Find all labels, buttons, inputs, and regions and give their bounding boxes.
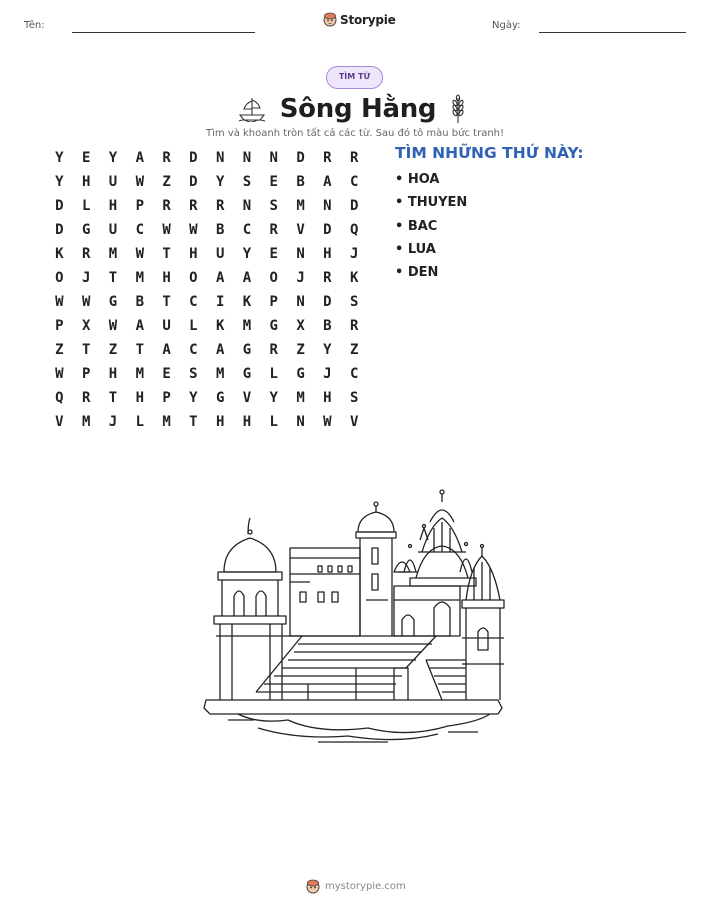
grid-letter[interactable]: Y — [323, 342, 332, 358]
grid-letter[interactable]: Y — [108, 150, 118, 166]
word-item: • LUA — [395, 241, 436, 257]
grid-letter[interactable]: L — [135, 414, 144, 430]
grid-letter[interactable]: Z — [296, 342, 305, 358]
grid-letter[interactable]: H — [162, 270, 171, 286]
grid-letter[interactable]: A — [162, 342, 171, 358]
grid-letter[interactable]: M — [215, 366, 225, 382]
grid-letter[interactable]: D — [189, 174, 198, 190]
grid-letter[interactable]: L — [269, 414, 278, 430]
grid-letter[interactable]: N — [296, 414, 305, 430]
grid-letter[interactable]: G — [81, 222, 91, 238]
grid-letter[interactable]: G — [242, 366, 252, 382]
grid-letter[interactable]: H — [323, 246, 332, 262]
grid-letter[interactable]: K — [55, 246, 64, 262]
title-row — [236, 92, 468, 126]
letter-grid — [46, 146, 368, 434]
grid-letter[interactable]: T — [108, 390, 118, 406]
grid-letter[interactable]: D — [323, 294, 332, 310]
grid-letter[interactable]: B — [215, 222, 225, 238]
grid-letter[interactable]: A — [215, 270, 225, 286]
grid-letter[interactable]: J — [323, 366, 332, 382]
grid-letter[interactable]: W — [81, 294, 91, 310]
grid-letter[interactable]: H — [189, 246, 198, 262]
grid-letter[interactable]: X — [296, 318, 305, 334]
grid-letter[interactable]: L — [269, 366, 278, 382]
footer — [306, 879, 406, 894]
word-item: • THUYEN — [395, 195, 468, 211]
grid-letter[interactable]: R — [162, 150, 171, 166]
ghat-temple-illustration — [198, 488, 510, 750]
grid-letter[interactable]: S — [349, 294, 359, 310]
word-list-title: TÌM NHỮNG THỨ NÀY: — [395, 144, 584, 162]
grid-letter[interactable]: V — [55, 414, 64, 430]
grid-letter[interactable]: R — [349, 150, 359, 166]
grid-letter[interactable]: E — [162, 366, 171, 382]
grid-letter[interactable]: B — [323, 318, 332, 334]
grid-letter[interactable]: C — [349, 366, 359, 382]
grid-letter[interactable]: K — [349, 270, 359, 286]
grid-letter[interactable]: Y — [55, 150, 64, 166]
grid-letter[interactable]: C — [135, 222, 144, 238]
grid-letter[interactable]: T — [189, 414, 198, 430]
grid-letter[interactable]: G — [215, 390, 225, 406]
grid-letter[interactable]: D — [55, 222, 64, 238]
grid-letter[interactable]: O — [269, 270, 278, 286]
grid-letter[interactable]: A — [135, 318, 144, 334]
storypie-logo — [323, 12, 396, 27]
instructions: Tìm và khoanh tròn tất cả các từ. Sau đó tô màu bức tranh! — [205, 128, 505, 139]
grid-letter[interactable]: K — [242, 294, 252, 310]
grid-letter[interactable]: Z — [349, 342, 359, 358]
grid-letter[interactable]: W — [135, 174, 144, 190]
grid-letter[interactable]: D — [323, 222, 332, 238]
grid-letter[interactable]: Z — [55, 342, 64, 358]
date-label: Ngày: — [492, 20, 521, 31]
grid-letter[interactable]: M — [296, 390, 305, 406]
boat-icon — [238, 96, 266, 122]
grid-letter[interactable]: H — [242, 414, 252, 430]
grid-letter[interactable]: W — [55, 366, 64, 382]
grid-letter[interactable]: N — [215, 150, 225, 166]
grid-letter[interactable]: T — [81, 342, 91, 358]
name-label: Tên: — [24, 20, 45, 31]
brand-name: Storypie — [340, 12, 396, 27]
grid-letter[interactable]: D — [189, 150, 198, 166]
grid-letter[interactable]: U — [162, 318, 171, 334]
grid-letter[interactable]: U — [108, 222, 118, 238]
grid-letter[interactable]: T — [108, 270, 118, 286]
grid-letter[interactable]: N — [296, 294, 305, 310]
grid-letter[interactable]: D — [296, 150, 305, 166]
grid-letter[interactable]: L — [189, 318, 198, 334]
grid-letter[interactable]: A — [242, 270, 252, 286]
grid-letter[interactable]: L — [81, 198, 91, 214]
grid-letter[interactable]: R — [215, 198, 225, 214]
grid-letter[interactable]: E — [269, 246, 278, 262]
date-line — [539, 32, 686, 33]
grid-letter[interactable]: W — [135, 246, 144, 262]
grid-letter[interactable]: Y — [215, 174, 225, 190]
grid-letter[interactable]: B — [135, 294, 144, 310]
grid-letter[interactable]: H — [108, 198, 118, 214]
grid-letter[interactable]: O — [189, 270, 198, 286]
grid-letter[interactable]: R — [189, 198, 198, 214]
grid-letter[interactable]: H — [135, 390, 144, 406]
grid-letter[interactable]: O — [55, 270, 64, 286]
grid-letter[interactable]: U — [108, 174, 118, 190]
grid-letter[interactable]: N — [242, 150, 252, 166]
grid-letter[interactable]: R — [269, 342, 278, 358]
grid-letter[interactable]: R — [81, 390, 91, 406]
grid-letter[interactable]: C — [189, 342, 198, 358]
grid-letter[interactable]: H — [81, 174, 91, 190]
grid-letter[interactable]: Z — [162, 174, 171, 190]
grid-letter[interactable]: J — [296, 270, 305, 286]
grid-letter[interactable]: Z — [108, 342, 118, 358]
grid-letter[interactable]: U — [215, 246, 225, 262]
grid-letter[interactable]: W — [162, 222, 171, 238]
grid-letter[interactable]: R — [323, 270, 332, 286]
word-item: • HOA — [395, 172, 440, 187]
grid-letter[interactable]: M — [81, 414, 91, 430]
grid-letter[interactable]: P — [135, 198, 144, 214]
grid-letter[interactable]: G — [269, 318, 278, 334]
grid-letter[interactable]: W — [323, 414, 332, 430]
grid-letter[interactable]: Y — [242, 246, 252, 262]
word-item: • BAC — [395, 218, 438, 234]
grid-letter[interactable]: W — [55, 294, 64, 310]
grid-letter[interactable]: A — [135, 150, 144, 166]
grid-letter[interactable]: D — [349, 198, 359, 214]
grid-letter[interactable]: G — [242, 342, 252, 358]
grid-letter[interactable]: J — [81, 270, 91, 286]
grid-letter[interactable]: N — [242, 198, 252, 214]
grid-letter[interactable]: R — [81, 246, 91, 262]
grid-letter[interactable]: A — [215, 342, 225, 358]
grid-letter[interactable]: Q — [349, 222, 359, 238]
grid-letter[interactable]: T — [162, 246, 171, 262]
grid-letter[interactable]: P — [269, 294, 278, 310]
word-search-badge: TÌM TỪ — [326, 66, 383, 89]
word-item: • DEN — [395, 265, 439, 281]
grid-letter[interactable]: M — [135, 270, 144, 286]
grid-letter[interactable]: I — [215, 294, 225, 310]
grid-letter[interactable]: H — [108, 366, 118, 382]
grid-letter[interactable]: R — [269, 222, 278, 238]
grid-letter[interactable]: D — [55, 198, 64, 214]
grid-letter[interactable]: H — [215, 414, 225, 430]
grid-letter[interactable]: S — [242, 174, 252, 190]
grid-letter[interactable]: N — [269, 150, 278, 166]
grid-letter[interactable]: C — [189, 294, 198, 310]
grid-letter[interactable]: Y — [189, 390, 198, 406]
mascot-icon — [323, 12, 337, 27]
grid-letter[interactable]: G — [108, 294, 118, 310]
grid-letter[interactable]: S — [189, 366, 198, 382]
footer-site: mystorypie.com — [325, 881, 406, 892]
grid-letter[interactable]: B — [296, 174, 305, 190]
grid-letter[interactable]: W — [108, 318, 118, 334]
page-title: Sông Hằng — [279, 94, 437, 124]
grid-letter[interactable]: S — [269, 198, 278, 214]
grid-letter[interactable]: S — [349, 390, 359, 406]
grid-letter[interactable]: W — [189, 222, 198, 238]
grid-letter[interactable]: N — [323, 198, 332, 214]
grid-letter[interactable]: G — [296, 366, 305, 382]
grid-letter[interactable]: K — [215, 318, 225, 334]
grid-letter[interactable]: C — [349, 174, 359, 190]
grid-letter[interactable]: V — [349, 414, 359, 430]
grid-letter[interactable]: C — [242, 222, 252, 238]
grid-letter[interactable]: R — [162, 198, 171, 214]
grid-letter[interactable]: Y — [269, 390, 278, 406]
grid-letter[interactable]: M — [162, 414, 171, 430]
grid-letter[interactable]: X — [81, 318, 91, 334]
grid-letter[interactable]: V — [242, 390, 252, 406]
grid-letter[interactable]: M — [108, 246, 118, 262]
grid-letter[interactable]: P — [55, 318, 64, 334]
grid-letter[interactable]: Y — [55, 174, 64, 190]
wheat-icon — [450, 94, 466, 124]
grid-letter[interactable]: N — [296, 246, 305, 262]
name-line — [72, 32, 255, 33]
grid-letter[interactable]: P — [81, 366, 91, 382]
grid-letter[interactable]: T — [162, 294, 171, 310]
grid-letter[interactable]: R — [323, 150, 332, 166]
grid-letter[interactable]: R — [349, 318, 359, 334]
grid-letter[interactable]: E — [269, 174, 278, 190]
grid-letter[interactable]: H — [323, 390, 332, 406]
grid-letter[interactable]: M — [296, 198, 305, 214]
grid-letter[interactable]: Q — [55, 390, 64, 406]
grid-letter[interactable]: P — [162, 390, 171, 406]
grid-letter[interactable]: J — [349, 246, 359, 262]
word-list — [395, 171, 467, 287]
grid-letter[interactable]: E — [81, 150, 91, 166]
grid-letter[interactable]: M — [242, 318, 252, 334]
grid-letter[interactable]: A — [323, 174, 332, 190]
grid-letter[interactable]: T — [135, 342, 144, 358]
grid-letter[interactable]: V — [296, 222, 305, 238]
mascot-icon — [306, 879, 320, 894]
grid-letter[interactable]: M — [135, 366, 144, 382]
grid-letter[interactable]: J — [108, 414, 118, 430]
